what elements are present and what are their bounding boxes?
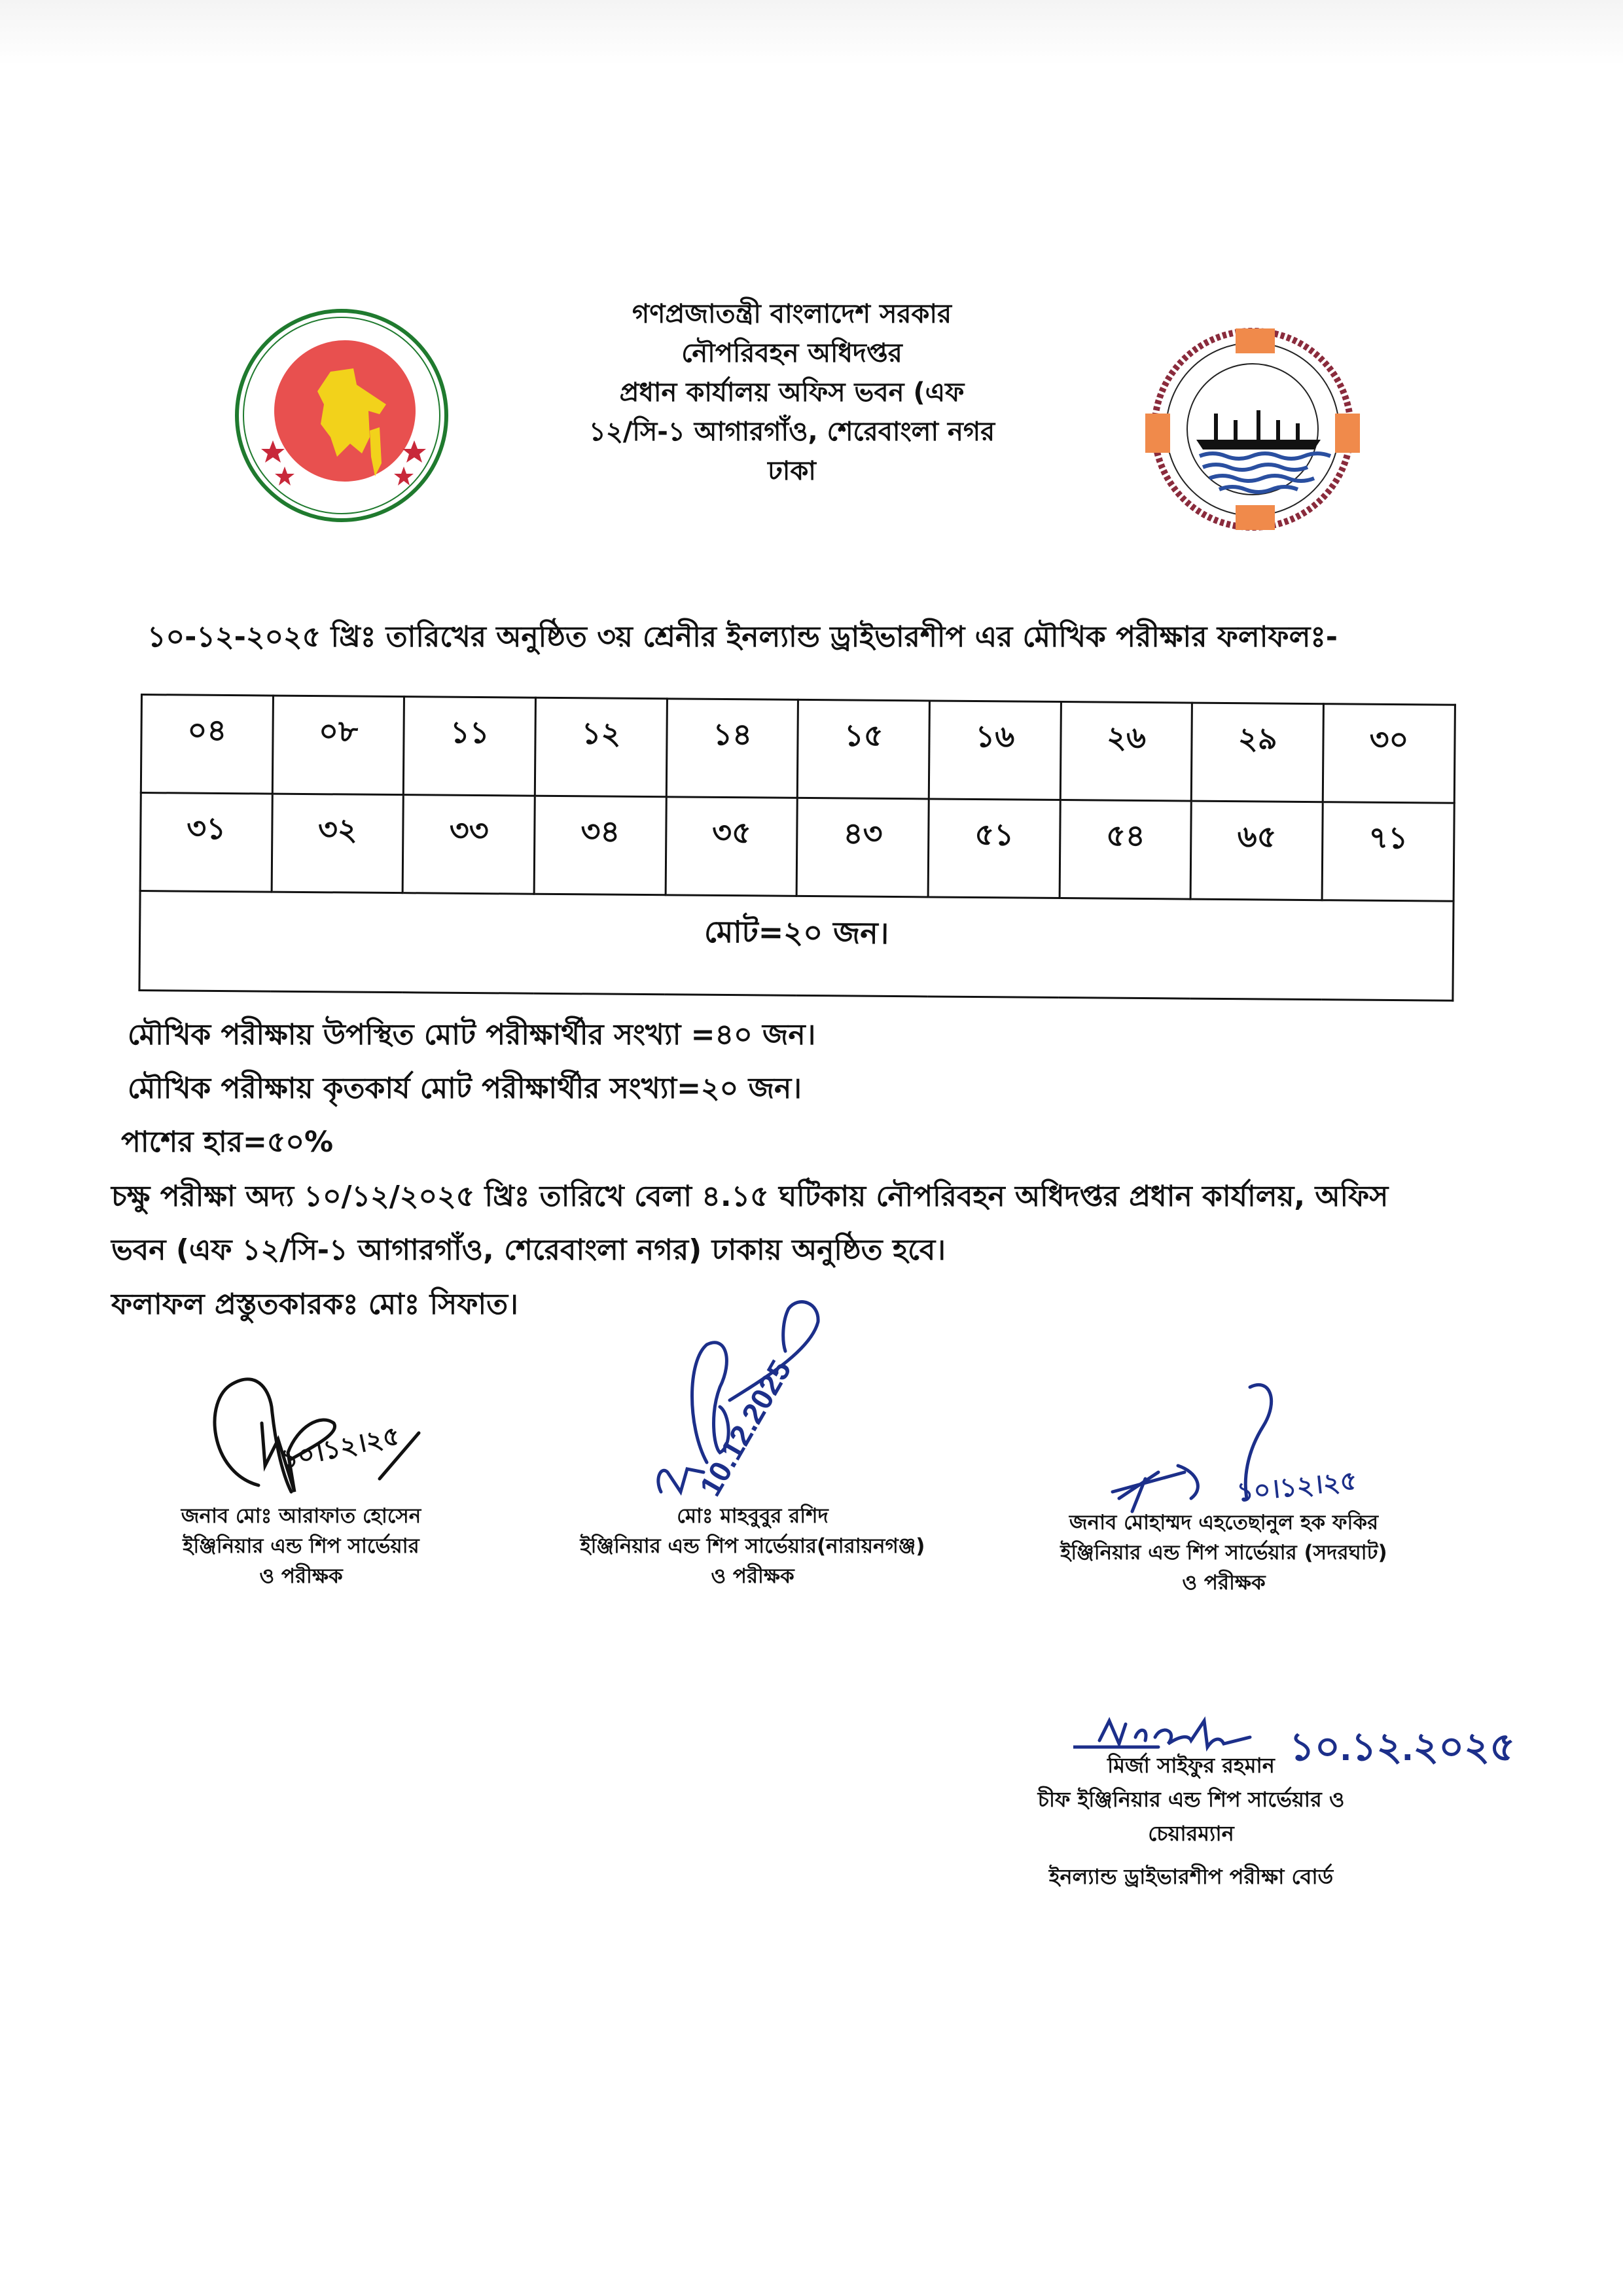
signatory-3-block	[1014, 1508, 1433, 1598]
signature-3-date: ১০।১২।২৫	[1235, 1465, 1359, 1508]
roll-cell: ৬৫	[1191, 801, 1323, 900]
signatory-2-name: মোঃ মাহবুবুর রশিদ	[677, 1504, 829, 1528]
passed-count: মৌখিক পরীক্ষায় কৃতকার্য মোট পরীক্ষার্থীর সংখ্যা=২০ জন।	[128, 1072, 802, 1105]
roll-cell: ৫৪	[1060, 800, 1192, 900]
roll-cell: ৩১	[140, 793, 272, 892]
signatory-1-block	[164, 1501, 438, 1591]
signatory-2-role: ও পরীক্ষক	[711, 1564, 794, 1588]
prepared-by: ফলাফল প্রস্তুতকারকঃ মোঃ সিফাত।	[111, 1288, 518, 1321]
header-line-office: প্রধান কার্যালয় অফিস ভবন (এফ	[619, 378, 965, 408]
chairman-signature-date: ১০.১২.২০২৫	[1289, 1725, 1516, 1769]
roll-cell: ০৮	[272, 696, 404, 795]
signatory-1-role: ও পরীক্ষক	[259, 1564, 343, 1588]
results-table	[138, 694, 1456, 1002]
roll-cell: ৭১	[1322, 802, 1454, 902]
office-header	[537, 294, 1047, 491]
signature-2-date: 10.12.2025	[692, 1354, 798, 1502]
roll-cell: ১২	[535, 698, 668, 797]
header-line-department: নৌপরিবহন অধিদপ্তর	[681, 338, 902, 368]
scan-page-edge	[0, 0, 1623, 65]
roll-cell: ০৪	[141, 695, 273, 794]
signature-2	[641, 1296, 916, 1511]
signatory-3-title: ইঞ্জিনিয়ার এন্ড শিপ সার্ভেয়ার (সদরঘাট)	[1060, 1541, 1387, 1564]
roll-cell: ৩০	[1323, 704, 1455, 804]
roll-cell: ১১	[404, 697, 536, 796]
signature-1-date: ১০।১২।২৫	[277, 1421, 402, 1475]
table-row	[141, 695, 1455, 804]
chairman-title: চীফ ইঞ্জিনিয়ার এন্ড শিপ সার্ভেয়ার ও	[1037, 1787, 1345, 1812]
pass-rate: পাশের হার=৫০%	[121, 1125, 334, 1159]
signatory-1-title: ইঞ্জিনিয়ার এন্ড শিপ সার্ভেয়ার	[183, 1534, 419, 1558]
appeared-count: মৌখিক পরীক্ষায় উপস্থিত মোট পরীক্ষার্থীর সংখ্যা =৪০ জন।	[128, 1018, 816, 1051]
table-row-total	[139, 891, 1454, 1001]
roll-cell: ৪৩	[797, 798, 929, 897]
roll-cell: ১৫	[798, 699, 930, 799]
department-of-shipping-logo	[1131, 315, 1374, 543]
signatory-2-title: ইঞ্জিনিয়ার এন্ড শিপ সার্ভেয়ার(নারায়নগঞ্জ)	[580, 1534, 925, 1558]
roll-cell: ৩৫	[666, 797, 798, 896]
eye-test-line-1: চক্ষু পরীক্ষা অদ্য ১০/১২/২০২৫ খ্রিঃ তারিখে বেলা ৪.১৫ ঘটিকায় নৌপরিবহন অধিদপ্তর প্রধান কার্যালয়, অফিস	[111, 1180, 1389, 1213]
eye-test-line-2: ভবন (এফ ১২/সি-১ আগারগাঁও, শেরেবাংলা নগর) ঢাকায় অনুষ্ঠিত হবে।	[111, 1233, 946, 1267]
chairman-role: চেয়ারম্যান	[1148, 1821, 1234, 1846]
total-cell: মোট=২০ জন।	[139, 891, 1454, 1001]
header-line-government: গণপ্রজাতন্ত্রী বাংলাদেশ সরকার	[632, 299, 952, 329]
roll-cell: ১৬	[929, 701, 1061, 800]
chairman-name: মির্জা সাইফুর রহমান	[1107, 1753, 1275, 1778]
roll-cell: ৫১	[928, 799, 1060, 898]
signatory-2-block	[563, 1501, 942, 1591]
result-title: ১০-১২-২০২৫ খ্রিঃ তারিখের অনুষ্ঠিত ৩য় শ্রেনীর ইনল্যান্ড ড্রাইভারশীপ এর মৌখিক পরীক্ষার ফলাফলঃ-	[147, 620, 1338, 654]
roll-cell: ২৯	[1192, 703, 1324, 802]
header-line-city: ঢাকা	[768, 456, 816, 486]
roll-cell: ১৪	[666, 699, 798, 798]
chairman-block	[1008, 1748, 1374, 1894]
signatory-1-name: জনাব মোঃ আরাফাত হোসেন	[181, 1504, 421, 1528]
roll-cell: ৩২	[272, 794, 404, 893]
header-line-address: ১২/সি-১ আগারগাঁও, শেরেবাংলা নগর	[588, 417, 995, 447]
roll-cell: ২৬	[1060, 702, 1192, 802]
government-seal-logo	[232, 306, 452, 525]
roll-cell: ৩৩	[403, 795, 535, 894]
exam-board-name: ইনল্যান্ড ড্রাইভারশীপ পরীক্ষা বোর্ড	[1048, 1864, 1334, 1889]
roll-cell: ৩৪	[534, 796, 666, 895]
table-row	[140, 793, 1454, 902]
signatory-3-role: ও পরীক্ষক	[1182, 1571, 1266, 1595]
signatory-3-name: জনাব মোহাম্মদ এহতেছানুল হক ফকির	[1069, 1511, 1379, 1534]
